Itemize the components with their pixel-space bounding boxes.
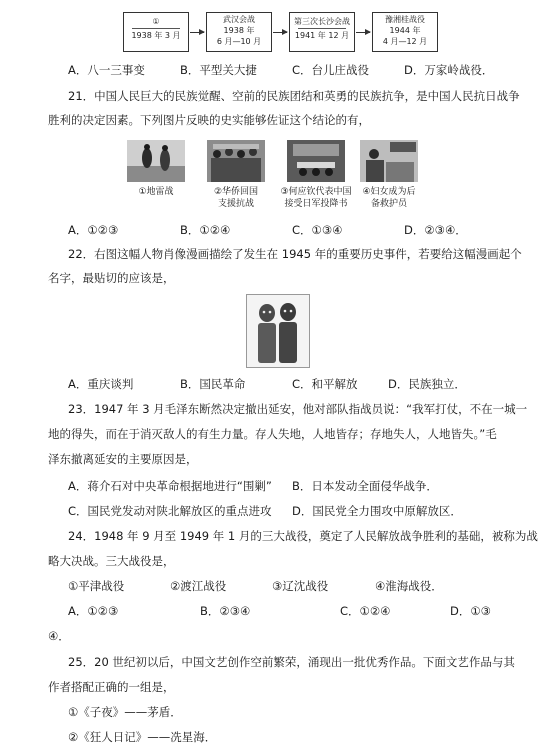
flow-box-1-title: ① <box>152 17 160 26</box>
q21-photo-mine-warfare <box>127 140 185 182</box>
q21-stem-line2: 胜利的决定因素。下列图片反映的史实能够佐证这个结论的有， <box>48 113 370 127</box>
flow-box-3 <box>289 12 355 52</box>
q24-item-1: ①平津战役 <box>68 579 125 593</box>
flow-box-2-sub: 1938 年 <box>223 26 255 35</box>
q21-caption-4-line2: 备救护员 <box>370 199 407 209</box>
q22-option-c: C．和平解放 <box>292 377 358 391</box>
q20-option-c: C．台儿庄战役 <box>292 63 370 77</box>
flow-arrow <box>190 32 204 33</box>
q21-caption-4-line1: ④妇女成为后 <box>362 187 416 197</box>
q22-stem-line2: 名字，最贴切的应该是， <box>48 271 175 285</box>
q20-option-d: D．万家岭战役． <box>404 63 494 77</box>
q24-item-3: ③辽沈战役 <box>272 579 329 593</box>
flow-box-3-title: 第三次长沙会战 <box>294 17 350 26</box>
flow-box-4-date: 4 月—12 月 <box>382 37 428 46</box>
flow-box-divider <box>132 28 180 29</box>
q21-caption-4 <box>349 186 429 210</box>
q21-photo-surrender-ceremony <box>287 140 345 182</box>
q22-option-d: D．民族独立． <box>388 377 466 391</box>
q25-stem-line2: 作者搭配正确的一组是， <box>48 680 175 694</box>
flow-box-4 <box>372 12 438 52</box>
flow-arrow <box>356 32 370 33</box>
q21-caption-1 <box>116 186 196 198</box>
q22-option-b: B．国民革命 <box>180 377 246 391</box>
flow-box-4-title: 豫湘桂战役 <box>385 15 425 24</box>
q21-option-d: D．②③④． <box>404 223 467 237</box>
flow-box-divider <box>298 28 346 29</box>
q21-caption-1-line1: ①地雷战 <box>138 187 174 197</box>
q21-caption-3-line1: ③何应钦代表中国 <box>280 187 352 197</box>
q24-item-2: ②渡江战役 <box>170 579 227 593</box>
flow-box-2 <box>206 12 272 52</box>
q24-option-d-wrap: ④． <box>48 629 70 643</box>
q21-caption-2-line1: ②华侨回国 <box>213 187 259 197</box>
q24-option-a: A．①②③ <box>68 604 119 618</box>
q23-stem-line3: 泽东撤离延安的主要原因是， <box>48 452 198 466</box>
q23-stem-line1: 23．1947 年 3 月毛泽东断然决定撤出延安，他对部队指战员说：“我军打仗，不在一城一 <box>68 402 528 416</box>
q23-option-c: C．国民党发动对陕北解放区的重点进攻 <box>68 504 272 518</box>
q21-caption-2-line2: 支援抗战 <box>217 199 254 209</box>
q24-option-c: C．①②④ <box>340 604 391 618</box>
q21-option-c: C．①③④ <box>292 223 343 237</box>
flow-box-3-date: 1941 年 12 月 <box>294 31 350 40</box>
flow-box-2-date: 6 月—10 月 <box>216 37 262 46</box>
q20-option-a: A．八一三事变 <box>68 63 145 77</box>
q25-stem-line1: 25．20 世纪初以后，中国文艺创作空前繁荣，涌现出一批优秀作品。下面文艺作品与其 <box>68 655 515 669</box>
q21-photo-women-nurses <box>360 140 418 182</box>
flow-box-1 <box>123 12 189 52</box>
q22-option-a: A．重庆谈判 <box>68 377 134 391</box>
q23-option-a: A．蒋介石对中央革命根据地进行“围剿” <box>68 479 272 493</box>
q21-caption-2 <box>196 186 276 210</box>
q25-item-1: ①《子夜》——茅盾． <box>68 705 182 719</box>
q24-option-d: D．①③ <box>450 604 491 618</box>
q21-option-a: A．①②③ <box>68 223 119 237</box>
q21-photo-overseas-chinese <box>207 140 265 182</box>
q24-item-4: ④淮海战役． <box>375 579 443 593</box>
flow-box-4-sub: 1944 年 <box>389 26 421 35</box>
q21-option-b: B．①②④ <box>180 223 231 237</box>
q24-stem-line1: 24．1948 年 9 月至 1949 年 1 月的三大战役，奠定了人民解放战争胜利的基础，被称为战 <box>68 529 538 543</box>
q21-stem-line1: 21．中国人民巨大的民族觉醒、空前的民族团结和英勇的民族抗争，是中国人民抗日战争 <box>68 89 520 103</box>
q23-option-d: D．国民党全力围攻中原解放区． <box>292 504 462 518</box>
q25-item-2: ②《狂人日记》——冼星海． <box>68 730 217 744</box>
q22-stem-line1: 22．右图这幅人物肖像漫画描绘了发生在 1945 年的重要历史事件，若要给这幅漫画起个 <box>68 247 522 261</box>
q22-cartoon-portrait <box>246 294 310 368</box>
flow-box-2-title: 武汉会战 <box>223 15 255 24</box>
flow-box-1-date: 1938 年 3 月 <box>131 31 181 40</box>
q20-option-b: B．平型关大捷 <box>180 63 257 77</box>
q23-option-b: B．日本发动全面侵华战争． <box>292 479 438 493</box>
q21-caption-3 <box>276 186 356 210</box>
q21-caption-3-line2: 接受日军投降书 <box>284 199 348 209</box>
q23-stem-line2: 地的得失，而在于消灭敌人的有生力量。存人失地，人地皆存；存地失人，人地皆失。”毛 <box>48 427 497 441</box>
flow-arrow <box>273 32 287 33</box>
q24-stem-line2: 略大决战。三大战役是， <box>48 554 175 568</box>
q24-option-b: B．②③④ <box>200 604 251 618</box>
